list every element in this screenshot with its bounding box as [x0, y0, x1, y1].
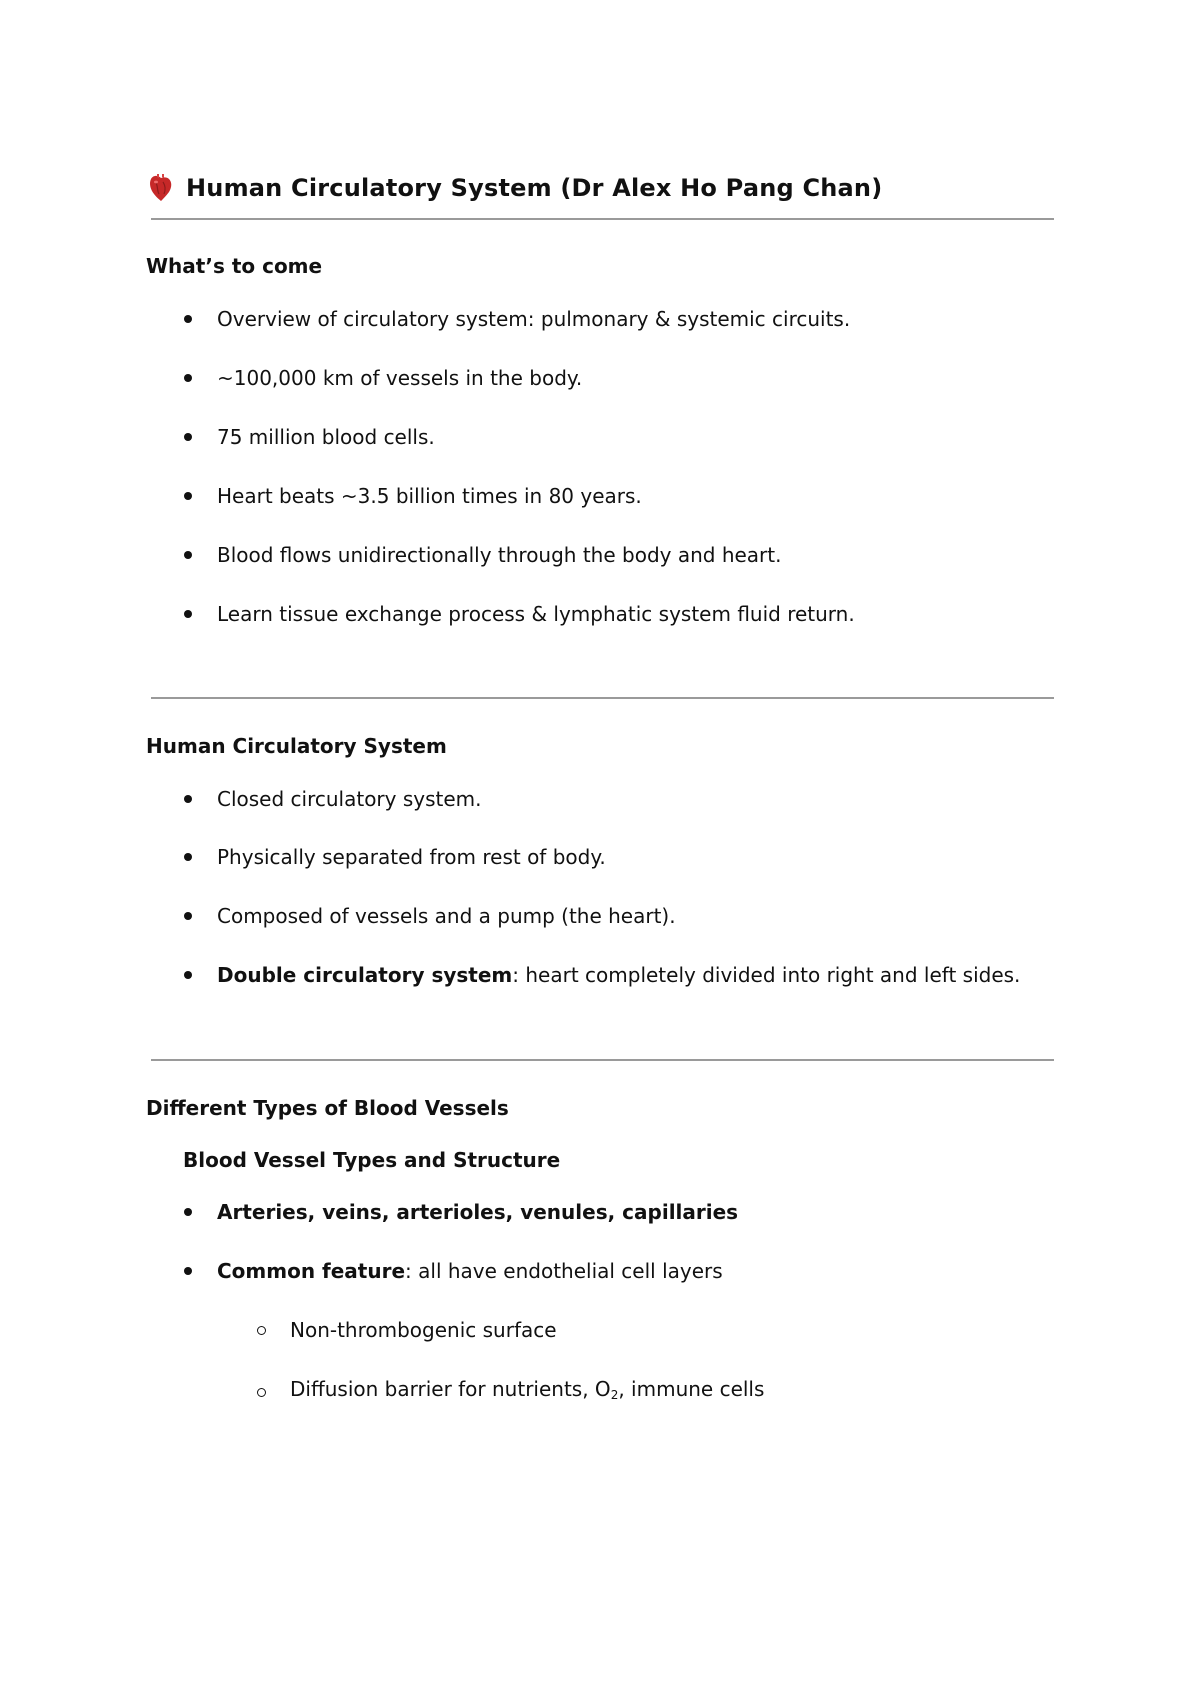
list-item: [183, 306, 850, 332]
text-suffix: , immune cells: [618, 1377, 765, 1401]
bullet-dot-icon: [184, 551, 192, 559]
sub-list-item: [257, 1317, 557, 1343]
sub-list-item-text: Non-thrombogenic surface: [290, 1318, 557, 1342]
term-description: : heart completely divided into right and left sides.: [512, 963, 1021, 987]
section-heading-circulatory-system: Human Circulatory System: [146, 734, 447, 758]
list-item-text: Closed circulatory system.: [217, 787, 482, 811]
list-item: [183, 1258, 723, 1284]
bullet-dot-icon: [184, 912, 192, 920]
bullet-circle-icon: [257, 1326, 266, 1335]
list-item-text: Overview of circulatory system: pulmonary & systemic circuits.: [217, 307, 851, 331]
list-item: [183, 1199, 738, 1225]
list-item-text: Learn tissue exchange process & lymphatic system fluid return.: [217, 602, 855, 626]
bold-term: Common feature: [217, 1259, 406, 1283]
list-item-text: Heart beats ~3.5 billion times in 80 years.: [217, 484, 642, 508]
bullet-dot-icon: [184, 1208, 192, 1216]
list-item-text: Blood flows unidirectionally through the body and heart.: [217, 543, 782, 567]
bullet-dot-icon: [184, 795, 192, 803]
bullet-dot-icon: [184, 610, 192, 618]
divider: [151, 218, 1054, 220]
term-description: : all have endothelial cell layers: [405, 1259, 723, 1283]
list-item: [183, 903, 676, 929]
list-item-text: ~100,000 km of vessels in the body.: [217, 366, 583, 390]
bullet-dot-icon: [184, 374, 192, 382]
section-heading-blood-vessels: Different Types of Blood Vessels: [146, 1096, 509, 1120]
list-item: [183, 601, 855, 627]
list-item-text: [217, 1258, 723, 1284]
list-item-text: Physically separated from rest of body.: [217, 845, 606, 869]
title-row: [148, 174, 882, 202]
list-item: [183, 424, 435, 450]
bullet-dot-icon: [184, 1267, 192, 1275]
bullet-dot-icon: [184, 433, 192, 441]
list-item: [183, 962, 1020, 988]
list-item-text: Arteries, veins, arterioles, venules, capillaries: [217, 1200, 739, 1224]
list-item: [183, 542, 781, 568]
list-item: [183, 786, 482, 812]
list-item: [183, 844, 606, 870]
list-item-text: 75 million blood cells.: [217, 425, 435, 449]
subsection-heading: Blood Vessel Types and Structure: [183, 1148, 561, 1172]
bullet-dot-icon: [184, 315, 192, 323]
list-item: [183, 365, 582, 391]
divider: [151, 1059, 1054, 1061]
bullet-dot-icon: [184, 492, 192, 500]
text-prefix: Diffusion barrier for nutrients, O: [290, 1377, 611, 1401]
bold-term: Double circulatory system: [217, 963, 513, 987]
divider: [151, 697, 1054, 699]
bullet-dot-icon: [184, 971, 192, 979]
sub-list-item-text: [290, 1376, 764, 1408]
list-item: [183, 483, 642, 509]
page-title: Human Circulatory System (Dr Alex Ho Pang Chan): [186, 174, 883, 202]
bullet-dot-icon: [184, 853, 192, 861]
list-item-text: Composed of vessels and a pump (the heart).: [217, 904, 676, 928]
sub-list-item: [257, 1376, 764, 1408]
section-heading-whats-to-come: What’s to come: [146, 254, 323, 278]
subscript: 2: [610, 1388, 619, 1402]
bullet-circle-icon: [257, 1388, 266, 1397]
list-item-text: [217, 962, 1020, 988]
anatomical-heart-icon: [148, 174, 174, 202]
